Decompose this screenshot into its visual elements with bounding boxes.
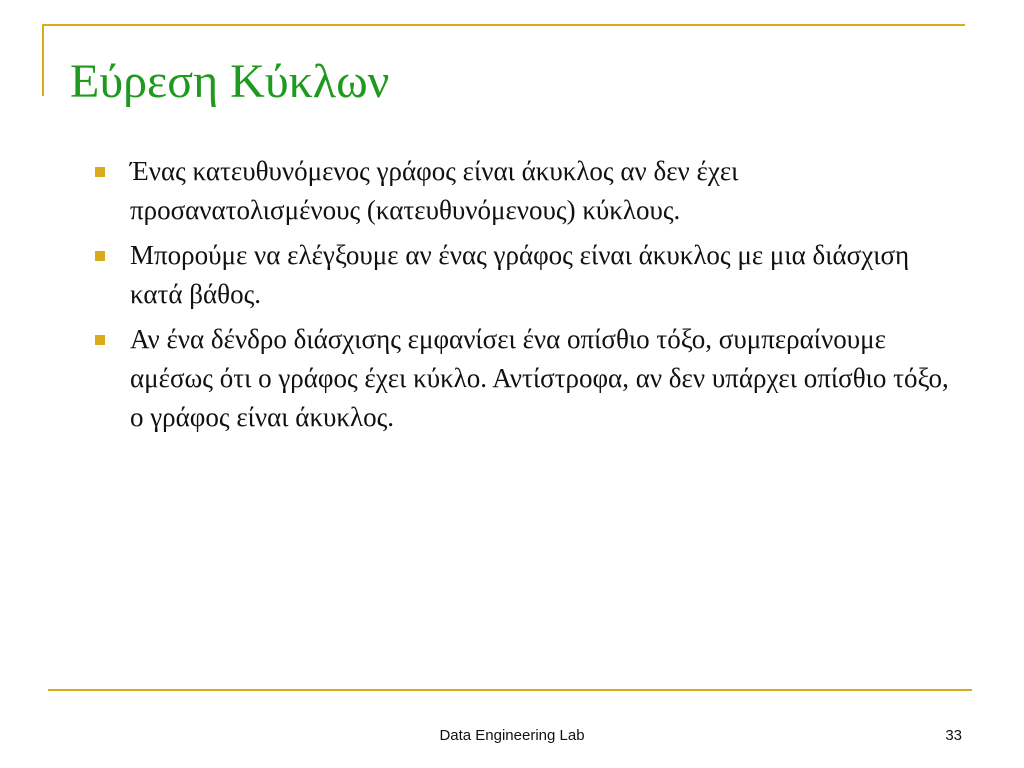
top-decorative-rule bbox=[42, 24, 965, 26]
square-bullet-icon bbox=[95, 251, 105, 261]
left-decorative-rule bbox=[42, 24, 44, 96]
bullet-item bbox=[92, 320, 952, 437]
bullet-item bbox=[92, 236, 952, 314]
bullet-text: Μπορούμε να ελέγξουμε αν ένας γράφος είναι άκυκλος με μια διάσχιση κατά βάθος. bbox=[130, 240, 910, 309]
square-bullet-icon bbox=[95, 335, 105, 345]
slide-title: Εύρεση Κύκλων bbox=[70, 55, 390, 108]
page-number: 33 bbox=[945, 727, 962, 744]
bullet-text: Ένας κατευθυνόμενος γράφος είναι άκυκλος αν δεν έχει προσανατολισμένους (κατευθυνόμενους) κύκλους. bbox=[130, 156, 739, 225]
bullet-text: Αν ένα δένδρο διάσχισης εμφανίσει ένα οπίσθιο τόξο, συμπεραίνουμε αμέσως ότι ο γράφος έχει κύκλο. Αντίστροφα, αν δεν υπάρχει οπίσθιο τόξο, ο γράφος είναι άκυκλος. bbox=[130, 324, 949, 432]
bottom-decorative-rule bbox=[48, 689, 972, 691]
bullet-item bbox=[92, 152, 952, 230]
square-bullet-icon bbox=[95, 167, 105, 177]
bullet-list bbox=[92, 152, 952, 443]
footer-lab-name: Data Engineering Lab bbox=[439, 727, 585, 744]
